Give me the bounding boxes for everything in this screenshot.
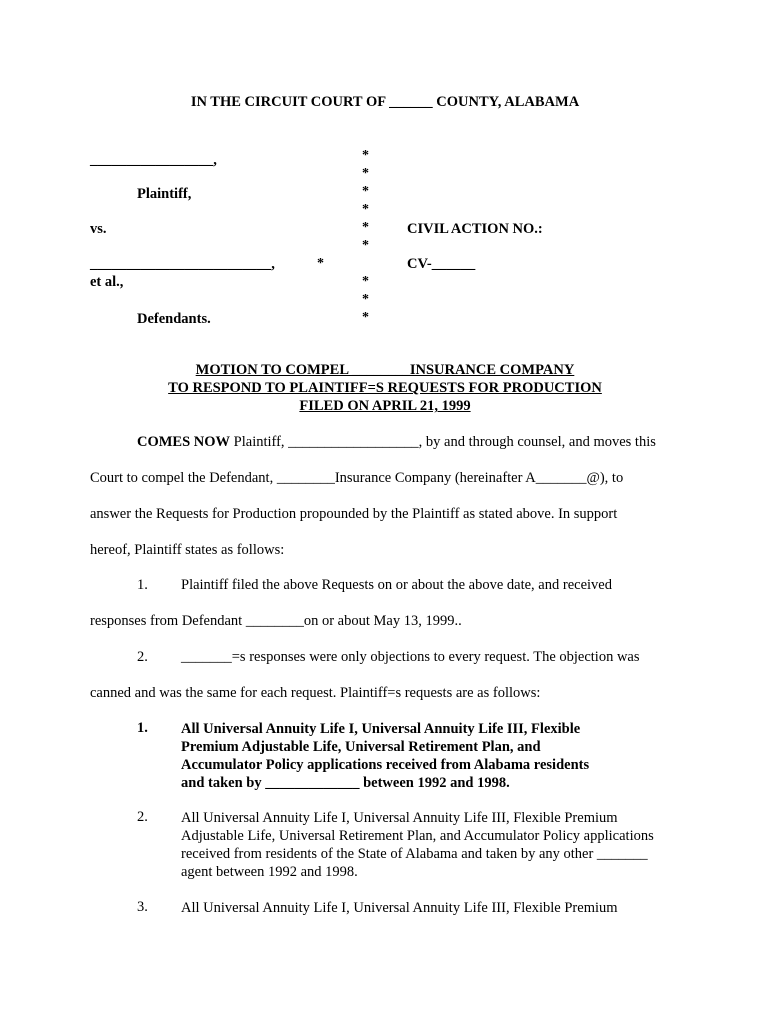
caption-asterisk: * [362,310,369,325]
comes-now-rest: Plaintiff, __________________, by and through counsel, and moves this [230,434,656,450]
request-line: and taken by _____________ between 1992 and 1998. [181,775,510,791]
request-line: All Universal Annuity Life I, Universal Annuity Life III, Flexible [181,721,581,737]
request-line: Premium Adjustable Life, Universal Retirement Plan, and [181,739,541,755]
motion-title-line1: MOTION TO COMPEL ________INSURANCE COMPANY [195,362,575,378]
request-line: All Universal Annuity Life I, Universal Annuity Life III, Flexible Premium [181,900,618,916]
defendant-name-blank: _________________________, [90,256,275,272]
request-line: Adjustable Life, Universal Retirement Plan, and Accumulator Policy applications [181,828,654,844]
request-line: Accumulator Policy applications received from Alabama residents [181,757,590,773]
civil-action-label: CIVIL ACTION NO.: [407,221,543,237]
body-line: answer the Requests for Production propounded by the Plaintiff as stated above. In support [90,506,618,522]
caption-asterisk: * [362,148,369,163]
request-line: received from residents of the State of Alabama and taken by any other _______ [181,846,648,862]
et-al-label: et al., [90,274,124,290]
caption-asterisk: * [362,220,369,235]
motion-title-line2: TO RESPOND TO PLAINTIFF=S REQUESTS FOR PRODUCTION [168,380,602,396]
caption-asterisk: * [362,202,369,217]
request-text [181,809,654,881]
item-text: responses from Defendant ________on or about May 13, 1999.. [90,613,462,629]
item-text: _______=s responses were only objections to every request. The objection was [181,649,640,665]
versus-label: vs. [90,221,107,237]
request-line: agent between 1992 and 1998. [181,864,358,880]
body-line: Court to compel the Defendant, ________Insurance Company (hereinafter A_______@), to [90,470,624,486]
request-text [181,720,589,792]
item-number: 2. [137,649,148,665]
caption-asterisk: * [362,238,369,253]
caption-asterisk: * [317,256,324,271]
caption-asterisk: * [362,274,369,289]
item-number: 1. [137,577,148,593]
court-title: IN THE CIRCUIT COURT OF ______ COUNTY, ALABAMA [190,94,580,110]
caption-asterisk: * [362,184,369,199]
motion-title-line3: FILED ON APRIL 21, 1999 [299,398,471,414]
request-number: 1. [137,720,148,736]
caption-asterisk: * [362,292,369,307]
defendants-label: Defendants. [137,311,211,327]
caption-asterisk: * [362,166,369,181]
request-number: 3. [137,899,148,915]
plaintiff-name-blank: _________________, [90,152,217,168]
item-text: canned and was the same for each request. Plaintiff=s requests are as follows: [90,685,541,701]
request-text [181,899,618,917]
plaintiff-label: Plaintiff, [137,186,192,202]
body-line: hereof, Plaintiff states as follows: [90,542,285,558]
item-text: Plaintiff filed the above Requests on or about the above date, and received [181,577,612,593]
comes-now-bold: COMES NOW [137,434,231,450]
case-number: CV-______ [407,256,476,272]
request-number: 2. [137,809,148,825]
comes-now-line [137,434,656,451]
request-line: All Universal Annuity Life I, Universal Annuity Life III, Flexible Premium [181,810,618,826]
